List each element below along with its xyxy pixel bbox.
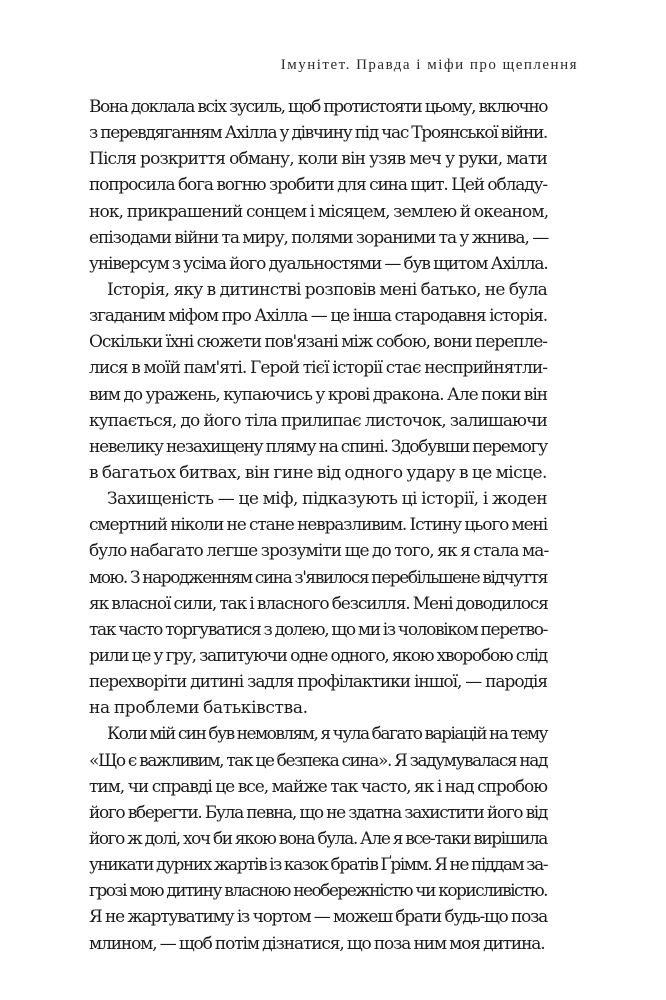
- text-line: Вона доклала всіх зусиль, щоб протистояти цьому, включно: [89, 97, 547, 117]
- text-line: перехворіти дитині задля профілактики іншої, — пародія: [89, 672, 547, 693]
- text-line: смертний ніколи не стане невразливим. Істину цього мені: [89, 515, 547, 536]
- text-line: Після розкриття обману, коли він узяв меч у руки, мати: [89, 149, 547, 170]
- text-line: мою. З народженням сина з'явилося перебільшене відчуття: [89, 567, 547, 588]
- text-line: уникати дурних жартів із казок братів Ґрімм. Я не піддам за-: [89, 855, 548, 876]
- text-line: в багатьох битвах, він гине від одного удару в це місце.: [89, 462, 547, 483]
- text-line: грозі мою дитину власною необережністю чи корисливістю.: [89, 881, 547, 902]
- text-line: було набагато легше зрозуміти ще до того, як я стала ма-: [89, 541, 549, 562]
- text-line: як власної сили, так і власного безсилля. Мені доводилося: [89, 593, 548, 614]
- text-line: «Що є важливим, так це безпека сина». Я задумувалася над: [89, 750, 547, 771]
- text-line: попросила бога вогню зробити для сина щит. Цей обладу-: [89, 175, 547, 196]
- text-line: Оскільки їхні сюжети пов'язані між собою, вони перепле-: [89, 332, 547, 353]
- text-line: купається, до його тіла прилипає листочок, залишаючи: [89, 410, 547, 431]
- text-line: невелику незахищену пляму на спині. Здобувши перемогу: [89, 436, 547, 457]
- text-line: вим до уражень, купаючись у крові дракона. Але поки він: [89, 384, 547, 405]
- text-line: млином, — щоб потім дізнатися, що поза ним моя дитина.: [89, 933, 545, 954]
- text-line: тим, чи справді це все, майже так часто, як і над спробою: [89, 776, 547, 797]
- text-line: з перевдяганням Ахілла у дівчину під час Троянської війни.: [89, 123, 547, 144]
- text-line: Захищеність — це міф, підказують ці історії, і жоден: [107, 489, 547, 510]
- text-line: універсум з усіма його дуальностями — був щитом Ахілла.: [89, 253, 548, 274]
- text-line: нок, прикрашений сонцем і місяцем, землею й океаном,: [89, 201, 549, 222]
- text-line: на проблеми батьківства.: [89, 698, 308, 719]
- text-line: рили це у гру, запитуючи одне одного, якою хворобою слід: [89, 645, 547, 666]
- text-line: згаданим міфом про Ахілла — це інша стародавня історія.: [89, 306, 547, 327]
- text-line: епізодами війни та миру, полями зораними та у жнива, —: [89, 227, 549, 248]
- text-line: його вберегти. Була певна, що не здатна захистити його від: [89, 802, 547, 823]
- text-line: так часто торгуватися з долею, що ми із чоловіком перетво-: [89, 619, 547, 640]
- running-header: Імунітет. Правда і міфи про щеплення: [280, 57, 578, 73]
- text-line: Коли мій син був немовлям, я чула багато варіацій на тему: [107, 724, 547, 745]
- text-line: його ж долі, хоч би якою вона була. Але я все-таки вирішила: [89, 828, 547, 849]
- page-body-text: [89, 94, 547, 957]
- text-line: Я не жартуватиму із чортом — можеш брати будь-що поза: [89, 907, 547, 928]
- text-line: Історія, яку в дитинстві розповів мені батько, не була: [107, 279, 547, 300]
- text-line: лися в моїй пам'яті. Герой тієї історії стає несприйнятли-: [89, 358, 547, 379]
